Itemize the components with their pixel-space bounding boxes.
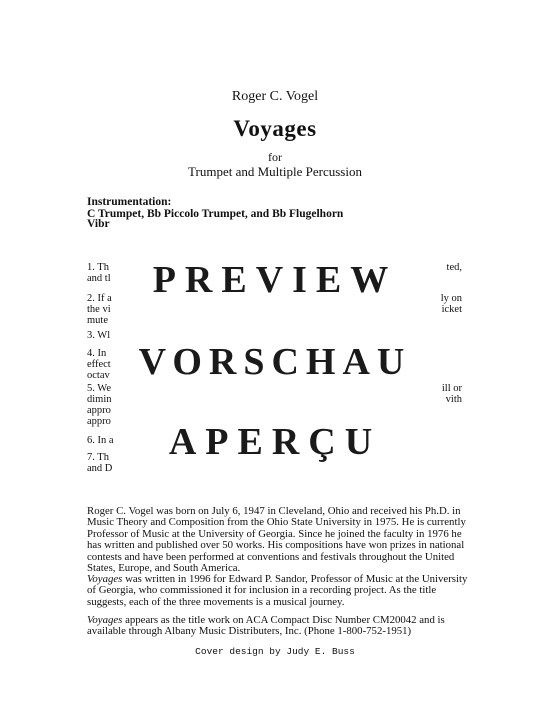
note-fragment: 6. In a	[87, 435, 114, 446]
note-fragment: ill or	[441, 383, 462, 394]
note-fragment: dimin	[87, 394, 112, 405]
note-fragment: octav	[87, 370, 110, 381]
note-fragment: vith	[445, 394, 462, 405]
note-fragment: 3. Wl	[87, 330, 111, 341]
note-fragment: mute	[87, 315, 108, 326]
note-fragment: 1. Th	[87, 262, 109, 273]
composer-biography: Roger C. Vogel was born on July 6, 1947 in Cleveland, Ohio and received his Ph.D. in Music Theory and Composition from the Ohio State University in 1975. He is currently Professor of Music at the University of Georgia. Since he joined the faculty in 1976 he has written and published over 50 works. His compositions have won prizes in national contests and have been performed at conventions and festivals throughout the United States, Europe, and South America.	[87, 505, 466, 575]
note-fragment: appro	[87, 405, 111, 416]
note-fragment: ted,	[446, 262, 462, 273]
note-fragment: icket	[441, 304, 462, 315]
note-fragment: 7. Th	[87, 452, 109, 463]
note-fragment: 5. We	[87, 383, 112, 394]
note-fragment: appro	[87, 416, 111, 427]
note-fragment: the vi	[87, 304, 111, 315]
work-commission-note: Voyages was written in 1996 for Edward P. Sandor, Professor of Music at the University of Georgia, who commissioned it for inclusion in a recording project. As the title suggests, each of the three movements is a musical journey.	[87, 573, 468, 608]
note-fragment: 4. In	[87, 348, 107, 359]
note-fragment: effect	[87, 359, 111, 370]
work-title-italic: Voyages	[87, 573, 123, 585]
note-fragment: and D	[87, 463, 113, 474]
note-fragment: 2. If a	[87, 293, 112, 304]
instrumentation-subtitle: Trumpet and Multiple Percussion	[188, 164, 362, 179]
work-title: Voyages	[233, 116, 317, 141]
work-title-italic: Voyages	[87, 614, 123, 626]
watermark-vorschau: VORSCHAU	[138, 341, 412, 383]
composer-name: Roger C. Vogel	[231, 89, 319, 104]
watermark-apercu: APERÇU	[168, 421, 382, 463]
note-fragment: and tl	[87, 273, 111, 284]
for-label: for	[268, 150, 282, 164]
note-fragment: ly on	[440, 293, 462, 304]
recording-note: Voyages appears as the title work on ACA Compact Disc Number CM20042 and is available through Albany Music Distributers, Inc. (Phone 1-800-752-1951)	[87, 614, 445, 638]
instrumentation-line: Vibr	[87, 218, 110, 230]
instrumentation-heading: Instrumentation:	[87, 196, 172, 208]
cover-design-credit: Cover design by Judy E. Buss	[195, 646, 355, 657]
watermark-preview: PREVIEW	[152, 259, 398, 301]
instrumentation-line: C Trumpet, Bb Piccolo Trumpet, and Bb Flugelhorn	[87, 208, 344, 220]
